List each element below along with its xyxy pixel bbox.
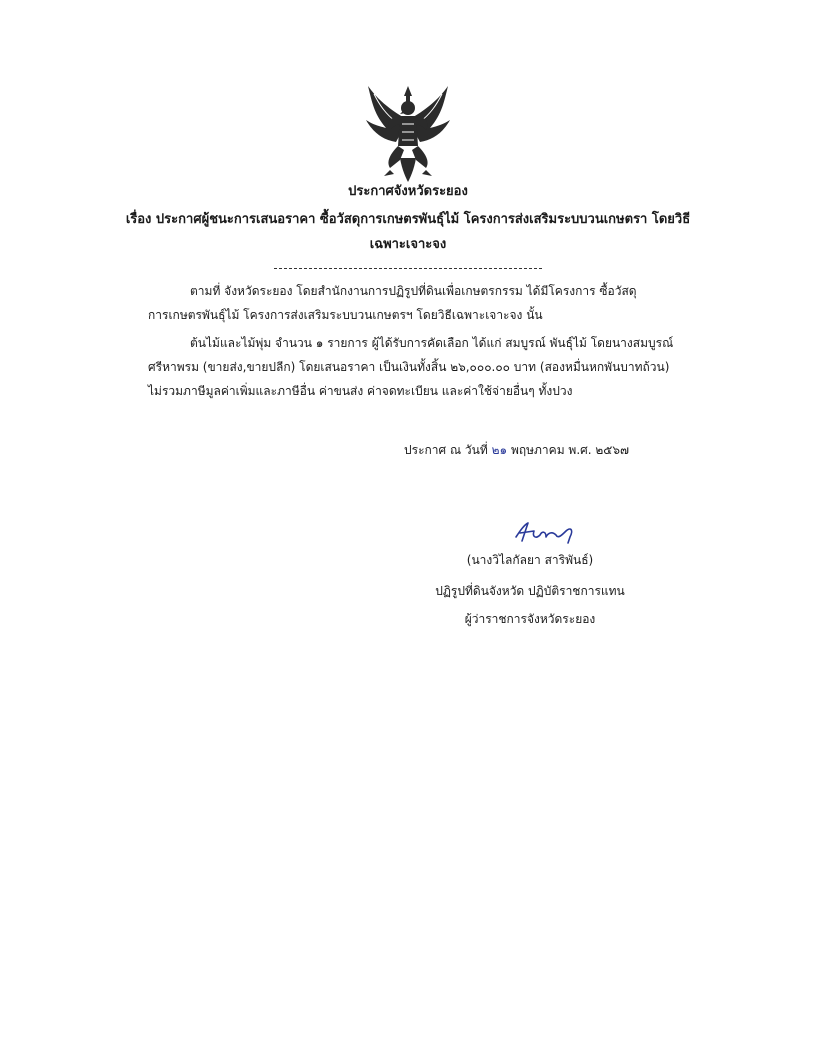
announce-month-year: พฤษภาคม พ.ศ. ๒๕๖๗ xyxy=(510,443,630,457)
document-heading: ประกาศจังหวัดระยอง xyxy=(348,184,468,199)
garuda-emblem-icon xyxy=(360,80,456,184)
body-paragraph-2: ต้นไม้และไม้พุ่ม จำนวน ๑ รายการ ผู้ได้รับการคัดเลือก ได้แก่ สมบูรณ์ พันธุ์ไม้ โดยนางสมบูรณ์ ศรีหาพรม (ขายส่ง,ขายปลีก) โดยเสนอราคา เป็นเงินทั้งสิ้น ๒๖,๐๐๐.๐๐ บาท (สองหมื่นหกพันบาทถ้วน) ไม่รวมภาษีมูลค่าเพิ่มและภาษีอื่น ค่าขนส่ง ค่าจดทะเบียน และค่าใช้จ่ายอื่นๆ ทั้งปวง xyxy=(148,336,674,398)
heading-divider xyxy=(274,268,542,269)
announce-day: ๒๑ xyxy=(491,443,508,457)
document-subject: เรื่อง ประกาศผู้ชนะการเสนอราคา ซื้อวัสดุการเกษตรพันธุ์ไม้ โครงการส่งเสริมระบบวนเกษตรา โดยวิธีเฉพาะเจาะจง xyxy=(125,212,691,252)
announce-prefix: ประกาศ ณ วันที่ xyxy=(404,443,488,457)
signatory-position-2: ผู้ว่าราชการจังหวัดระยอง xyxy=(464,612,596,626)
body-paragraph-1: ตามที่ จังหวัดระยอง โดยสำนักงานการปฏิรูปที่ดินเพื่อเกษตรกรรม ได้มีโครงการ ซื้อวัสดุการเกษตรพันธุ์ไม้ โครงการส่งเสริมระบบวนเกษตรฯ โดยวิธีเฉพาะเจาะจง นั้น xyxy=(148,284,637,322)
handwritten-signature-icon xyxy=(510,517,582,547)
signatory-position-1: ปฏิรูปที่ดินจังหวัด ปฏิบัติราชการแทน xyxy=(435,584,625,598)
signatory-name: (นางวิไลกัลยา สาริพันธ์) xyxy=(466,553,594,567)
announcement-date xyxy=(404,441,629,460)
